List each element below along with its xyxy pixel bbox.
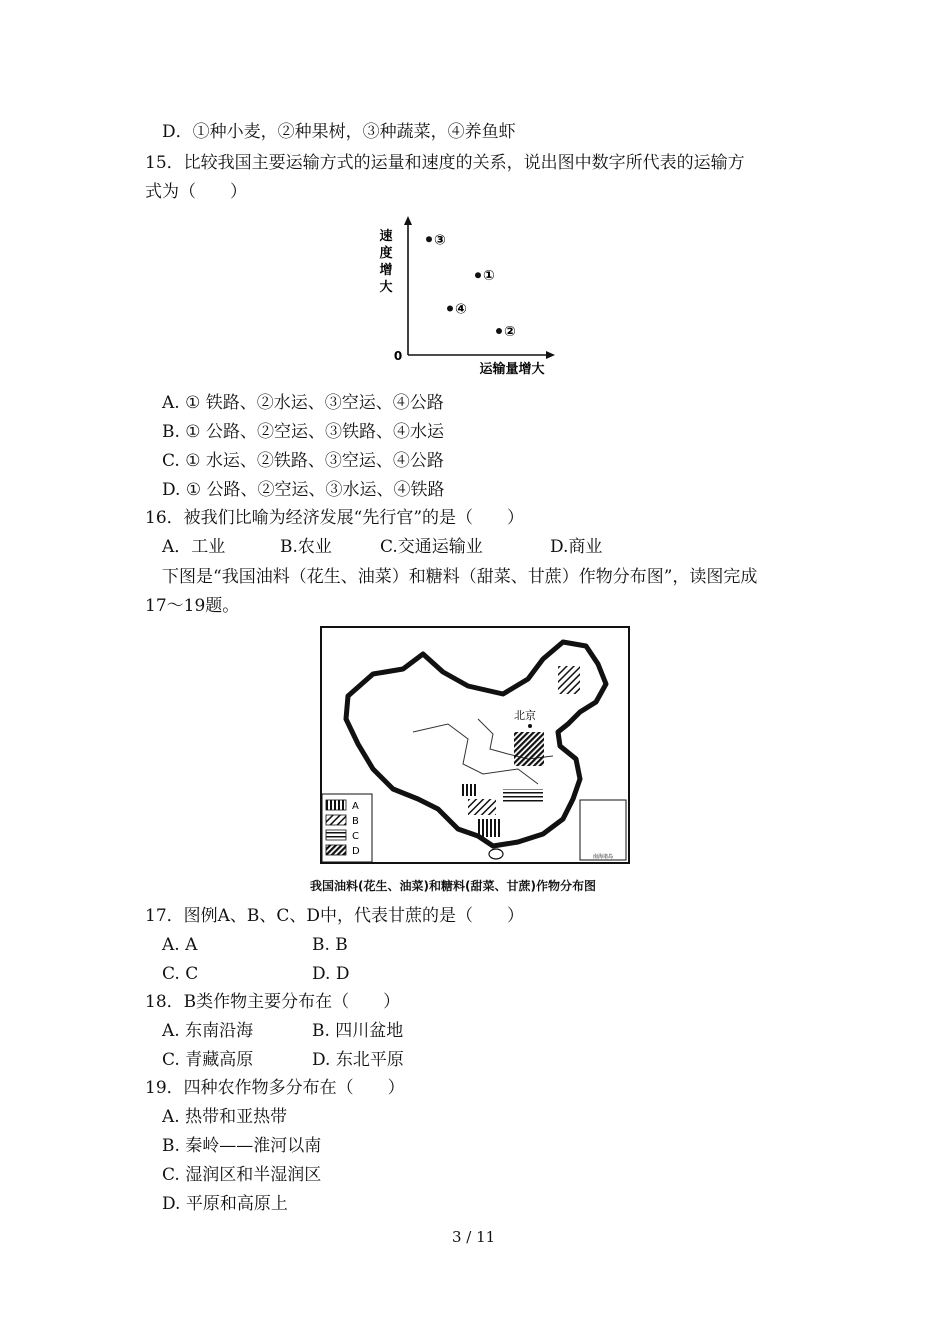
- y-axis-arrow: [404, 216, 412, 225]
- q18-option-c: C. 青藏高原: [162, 1050, 254, 1070]
- q16-stem: 16．被我们比喻为经济发展“先行官”的是（ ）: [145, 508, 525, 528]
- scatter-point-label-1: ①: [483, 268, 495, 285]
- q17-option-a: A. A: [162, 935, 198, 955]
- q15-option-d: D. ① 公路、②空运、③水运、④铁路: [162, 480, 445, 500]
- q15-stem-line2: 式为（ ）: [145, 182, 247, 202]
- scatter-point-2: [496, 328, 502, 334]
- q19-stem: 19．四种农作物多分布在（ ）: [145, 1078, 405, 1098]
- region-b-sichuan: [468, 799, 496, 815]
- intro-line1: 下图是“我国油料（花生、油菜）和糖料（甜菜、甘蔗）作物分布图”，读图完成: [162, 567, 758, 587]
- scatter-point-4: [447, 305, 453, 311]
- legend-swatch-b: [326, 815, 346, 825]
- legend-label-a: A: [352, 801, 359, 812]
- y-axis-label-3: 增: [379, 263, 393, 278]
- legend-swatch-c: [326, 830, 346, 840]
- q18-stem: 18．B类作物主要分布在（ ）: [145, 992, 401, 1012]
- south-sea-inset: [580, 800, 626, 860]
- q19-option-d: D. 平原和高原上: [162, 1194, 288, 1214]
- x-axis-arrow: [546, 351, 555, 359]
- y-axis-label-4: 大: [379, 280, 393, 295]
- legend-swatch-d: [326, 845, 346, 855]
- region-b-northeast: [558, 666, 580, 694]
- q16-option-b: B.农业: [280, 537, 332, 557]
- q15-option-c: C. ① 水运、②铁路、③空运、④公路: [162, 451, 444, 471]
- legend-label-b: B: [352, 816, 359, 827]
- q15-option-a: A. ① 铁路、②水运、③空运、④公路: [162, 393, 444, 413]
- q16-option-c: C.交通运输业: [380, 537, 483, 557]
- y-axis-label-1: 速: [379, 229, 393, 244]
- region-c-yangtze: [503, 789, 543, 803]
- hainan-island: [489, 849, 503, 859]
- south-sea-inset-label: 南海诸岛: [592, 854, 614, 860]
- q18-option-d: D. 东北平原: [312, 1050, 404, 1070]
- region-d-north: [514, 732, 544, 766]
- q17-option-b: B. B: [312, 935, 348, 955]
- q19-option-a: A. 热带和亚热带: [162, 1107, 288, 1127]
- beijing-dot: [528, 724, 532, 728]
- map-caption: 我国油料(花生、油菜)和糖料(甜菜、甘蔗)作物分布图: [310, 879, 596, 893]
- scatter-point-3: [426, 236, 432, 242]
- q16-option-d: D.商业: [550, 537, 603, 557]
- legend-label-c: C: [352, 831, 359, 842]
- page-number: 3 / 11: [452, 1228, 496, 1246]
- q14-option-d: D．①种小麦，②种果树，③种蔬菜，④养鱼虾: [162, 122, 516, 142]
- q17-option-c: C. C: [162, 964, 199, 984]
- q19-option-b: B. 秦岭——淮河以南: [162, 1136, 322, 1156]
- scatter-point-label-2: ②: [504, 324, 516, 341]
- origin-label: 0: [393, 349, 403, 363]
- q15-option-b: B. ① 公路、②空运、③铁路、④水运: [162, 422, 444, 442]
- y-axis-label-2: 度: [379, 246, 393, 261]
- region-a-south: [478, 819, 500, 837]
- q18-option-b: B. 四川盆地: [312, 1021, 404, 1041]
- intro-line2: 17～19题。: [145, 596, 240, 616]
- beijing-label: 北京: [514, 709, 536, 722]
- legend-swatch-a: [326, 800, 346, 810]
- scatter-point-label-4: ④: [455, 301, 467, 318]
- scatter-point-1: [475, 272, 481, 278]
- q19-option-c: C. 湿润区和半湿润区: [162, 1165, 322, 1185]
- scatter-point-label-3: ③: [434, 232, 446, 249]
- region-a-west: [460, 784, 476, 796]
- q17-stem: 17．图例A、B、C、D中，代表甘蔗的是（ ）: [145, 906, 525, 926]
- china-crop-map: [318, 624, 644, 868]
- legend-label-d: D: [352, 846, 360, 857]
- q18-option-a: A. 东南沿海: [162, 1021, 254, 1041]
- q16-option-a: A．工业: [162, 537, 226, 557]
- q15-stem-line1: 15．比较我国主要运输方式的运量和速度的关系，说出图中数字所代表的运输方: [145, 153, 745, 173]
- transport-scatter-chart: [360, 210, 570, 380]
- x-axis-label: 运输量增大: [479, 362, 545, 377]
- q17-option-d: D. D: [312, 964, 350, 984]
